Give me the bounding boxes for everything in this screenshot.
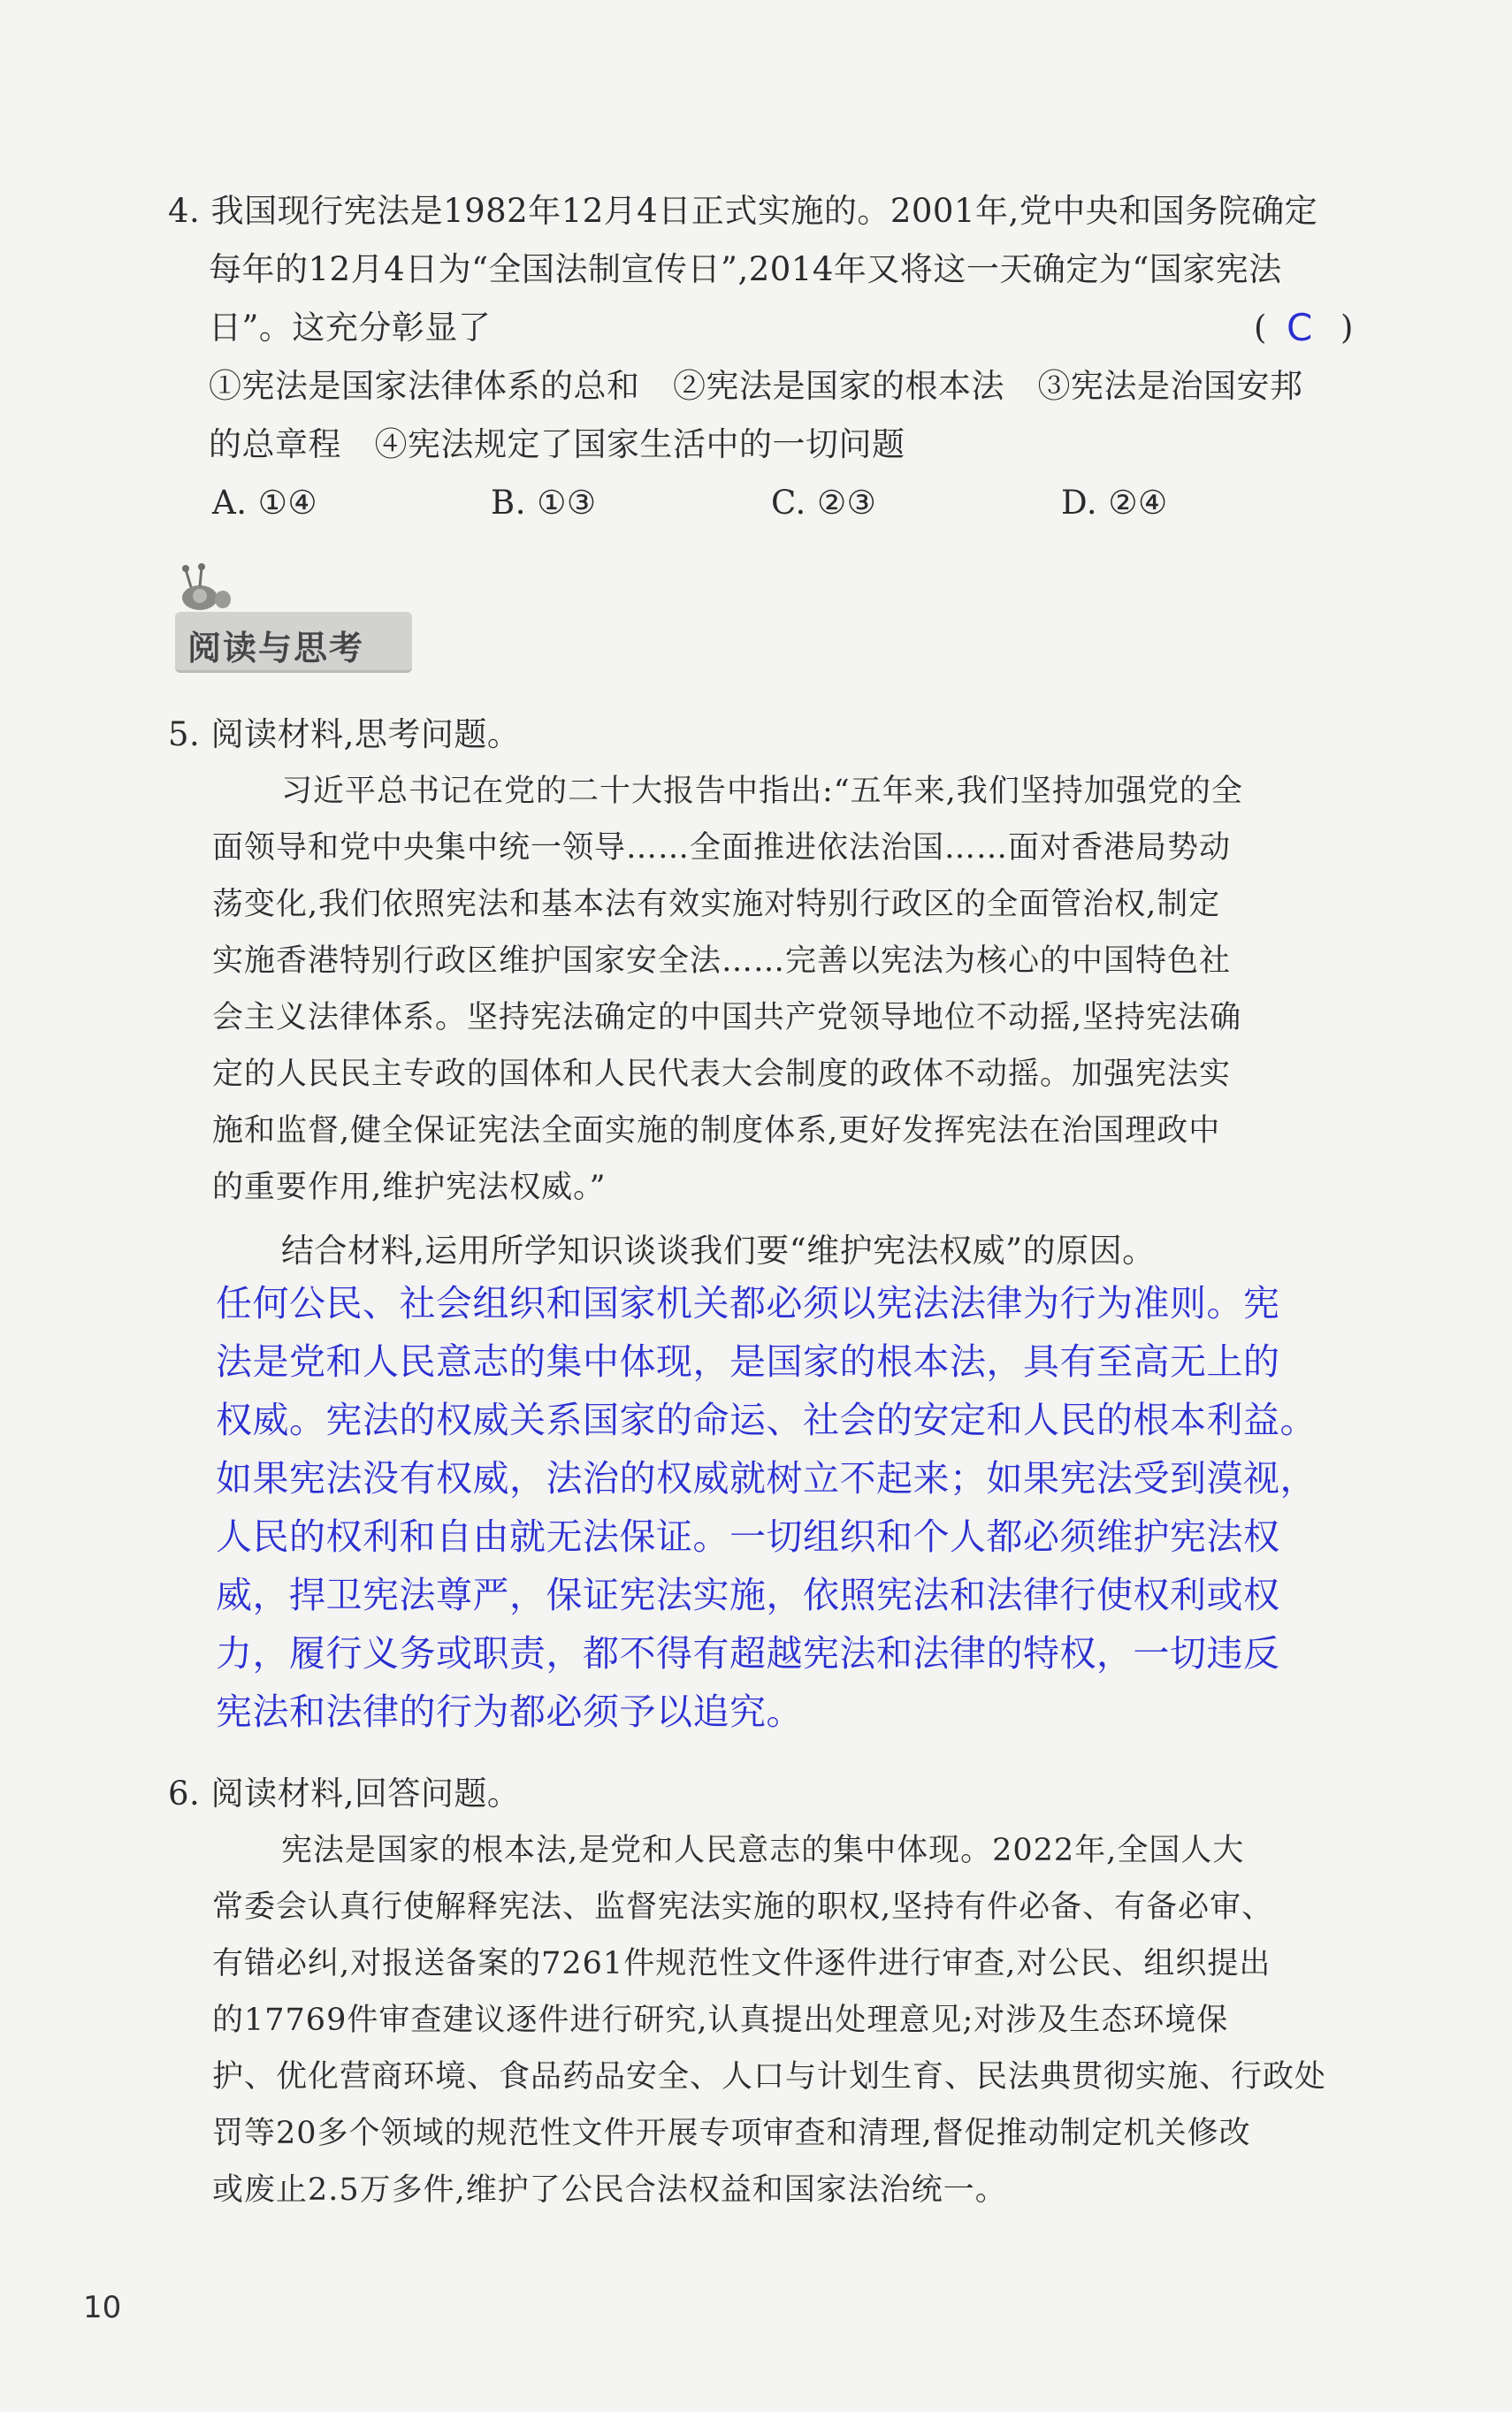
q5-material-line-1: 习近平总书记在党的二十大报告中指出:“五年来,我们坚持加强党的全 bbox=[281, 774, 1243, 809]
q4-option-a: A. ①④ bbox=[212, 484, 318, 522]
q4-line-1: 4. 我国现行宪法是1982年12月4日正式实施的。2001年,党中央和国务院确定 bbox=[168, 192, 1318, 230]
q5-material-line-3: 荡变化,我们依照宪法和基本法有效实施对特别行政区的全面管治权,制定 bbox=[212, 887, 1221, 922]
q6-material-line-5: 护、优化营商环境、食品药品安全、人口与计划生育、民法典贯彻实施、行政处 bbox=[212, 2059, 1327, 2095]
q6-material-line-7: 或废止2.5万多件,维护了公民合法权益和国家法治统一。 bbox=[212, 2172, 1007, 2208]
q4-answer-letter: C bbox=[1287, 306, 1313, 349]
snail-mascot-icon bbox=[179, 562, 232, 614]
q4-statement-line-1: ①宪法是国家法律体系的总和 ②宪法是国家的根本法 ③宪法是治国安邦 bbox=[209, 367, 1303, 405]
section-title: 阅读与思考 bbox=[187, 629, 365, 668]
q4-bracket-open: ( bbox=[1254, 309, 1267, 347]
q5-material-line-2: 面领导和党中央集中统一领导……全面推进依法治国……面对香港局势动 bbox=[212, 830, 1232, 866]
q5-answer-line-4: 如果宪法没有权威，法治的权威就树立不起来；如果宪法受到漠视， bbox=[216, 1457, 1317, 1500]
q5-stem: 5. 阅读材料,思考问题。 bbox=[168, 715, 521, 753]
q5-answer-line-8: 宪法和法律的行为都必须予以追究。 bbox=[216, 1691, 803, 1733]
q5-answer-line-6: 威，捍卫宪法尊严，保证宪法实施，依照宪法和法律行使权利或权 bbox=[216, 1574, 1280, 1616]
q4-option-b: B. ①③ bbox=[491, 484, 597, 522]
q4-option-c: C. ②③ bbox=[771, 484, 877, 522]
q5-answer-line-7: 力，履行义务或职责，都不得有超越宪法和法律的特权，一切违反 bbox=[216, 1632, 1280, 1675]
q4-line-2: 每年的12月4日为“全国法制宣传日”,2014年又将这一天确定为“国家宪法 bbox=[209, 250, 1282, 288]
page-number: 10 bbox=[83, 2290, 122, 2325]
q5-answer-line-2: 法是党和人民意志的集中体现，是国家的根本法，具有至高无上的 bbox=[216, 1340, 1280, 1383]
q5-material-line-7: 施和监督,健全保证宪法全面实施的制度体系,更好发挥宪法在治国理政中 bbox=[212, 1113, 1221, 1149]
q4-option-d: D. ②④ bbox=[1061, 484, 1168, 522]
q6-material-line-6: 罚等20多个领域的规范性文件开展专项审查和清理,督促推动制定机关修改 bbox=[212, 2116, 1251, 2151]
q4-statement-line-2: 的总章程 ④宪法规定了国家生活中的一切问题 bbox=[209, 425, 905, 463]
q5-material-line-6: 定的人民民主专政的国体和人民代表大会制度的政体不动摇。加强宪法实 bbox=[212, 1057, 1232, 1092]
q4-line-3: 日”。这充分彰显了 bbox=[209, 309, 492, 347]
q5-material-line-4: 实施香港特别行政区维护国家安全法……完善以宪法为核心的中国特色社 bbox=[212, 943, 1232, 979]
q6-material-line-2: 常委会认真行使解释宪法、监督宪法实施的职权,坚持有件必备、有备必审、 bbox=[212, 1889, 1274, 1925]
q6-material-line-1: 宪法是国家的根本法,是党和人民意志的集中体现。2022年,全国人大 bbox=[281, 1833, 1245, 1868]
q5-material-line-8: 的重要作用,维护宪法权威。” bbox=[212, 1170, 607, 1205]
q5-material-line-5: 会主义法律体系。坚持宪法确定的中国共产党领导地位不动摇,坚持宪法确 bbox=[212, 1000, 1242, 1035]
q4-bracket-close: ) bbox=[1340, 309, 1354, 347]
q6-material-line-4: 的17769件审查建议逐件进行研究,认真提出处理意见;对涉及生态环境保 bbox=[212, 2003, 1229, 2038]
q5-answer-line-5: 人民的权利和自由就无法保证。一切组织和个人都必须维护宪法权 bbox=[216, 1515, 1280, 1558]
q5-question: 结合材料,运用所学知识谈谈我们要“维护宪法权威”的原因。 bbox=[281, 1232, 1156, 1270]
section-banner bbox=[175, 612, 412, 673]
q6-stem: 6. 阅读材料,回答问题。 bbox=[168, 1775, 521, 1813]
q6-material-line-3: 有错必纠,对报送备案的7261件规范性文件逐件进行审查,对公民、组织提出 bbox=[212, 1946, 1271, 1981]
q5-answer-line-3: 权威。宪法的权威关系国家的命运、社会的安定和人民的根本利益。 bbox=[216, 1399, 1317, 1441]
q5-answer-line-1: 任何公民、社会组织和国家机关都必须以宪法法律为行为准则。宪 bbox=[216, 1282, 1280, 1324]
